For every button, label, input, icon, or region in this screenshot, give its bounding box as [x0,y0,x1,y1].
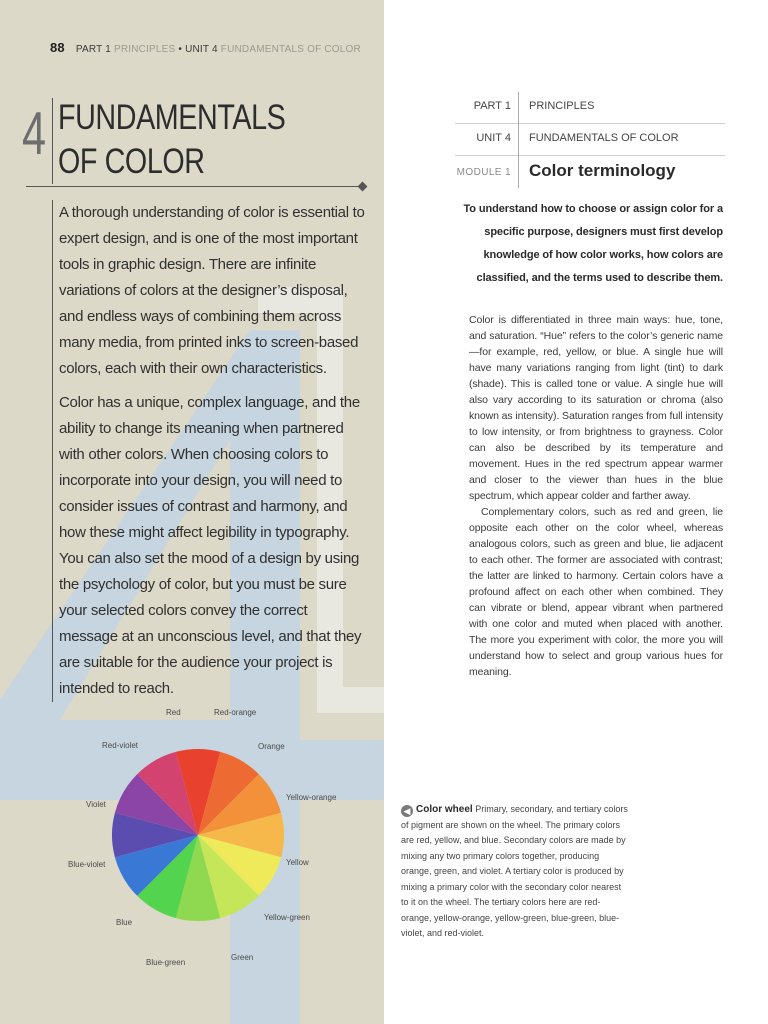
wheel-label-yellow-green: Yellow-green [264,913,310,922]
running-head-part: PART 1 [75,44,111,55]
module-nav-unit-label: UNIT 4 [476,132,511,144]
wheel-label-red-orange: Red-orange [214,708,257,717]
wheel-label-green: Green [231,953,254,962]
body-text [469,312,723,680]
wheel-label-yellow-orange: Yellow-orange [286,793,337,802]
module-nav-part-label: PART 1 [473,100,511,112]
body-paragraph: Complementary colors, such as red and green, lie opposite each other on the color wheel, whereas analogous colors, such as green and blue, lie adjacent to each other. The former are associated with contrast; the latter are linked to harmony. Certain colors have a profound affect on each other when combined. They can vibrate or blend, appear vibrant when partnered with one color and muted when placed with another. The more you experiment with color, the more you will understand how to select and group various hues for meaning. [469,506,723,678]
wheel-label-red: Red [166,708,181,717]
caption-title: Color wheel [416,804,473,815]
chapter-title-line2: OF COLOR [58,142,205,181]
wheel-label-red-violet: Red-violet [102,741,139,750]
module-nav-separator [518,92,519,124]
wheel-label-blue-green: Blue-green [146,958,186,967]
intro-paragraph: Color has a unique, complex language, and the ability to change its meaning when partnered with other colors. When choosing colors to incorporate into your design, you will need to consider issues of contrast and harmony, and how these might affect legibility in typography. You can also set the mood of a design by using the psychology of color, but you must be sure your selected colors convey the correct message at an unconscious level, and that they are suitable for the audience your project is intended to reach. [59,394,362,697]
chapter-number: 4 [22,100,47,167]
chapter-title [58,96,285,184]
wheel-label-violet: Violet [86,800,106,809]
running-head-unit-title: FUNDAMENTALS OF COLOR [220,44,361,55]
running-head-part-title: PRINCIPLES [113,44,176,55]
wheel-label-orange: Orange [258,742,285,751]
chapter-title-line1: FUNDAMENTALS [58,98,286,137]
lede-text: To understand how to choose or assign color for a specific purpose, designers must first develop knowledge of how color works, how colors are classified, and the terms used to describe them. [463,203,723,284]
chapter-divider-vertical [52,98,53,184]
running-head [50,40,361,55]
module-nav-unit-row [455,124,725,156]
intro-paragraph: A thorough understanding of color is essential to expert design, and is one of the most important tools in graphic design. There are infinite variations of colors at the designer’s disposal, and endless ways of combining them across many media, from printed inks to screen-based colors, each with their own characteristics. [59,204,365,377]
module-nav-separator [518,124,519,156]
page-number: 88 [50,40,65,55]
module-nav-part-value: PRINCIPLES [529,100,595,112]
module-nav-part-row [455,92,725,124]
figure-caption [401,802,629,942]
wheel-label-blue-violet: Blue-violet [68,860,106,869]
wheel-label-yellow: Yellow [286,858,309,867]
wheel-label-blue: Blue [116,918,133,927]
running-head-unit: UNIT 4 [185,44,218,55]
caption-text: Primary, secondary, and tertiary colors of pigment are shown on the wheel. The primary colors are red, yellow, and blue. Secondary colors are made by mixing any two primary colors together, producing orange, green, and violet. A tertiary color is produced by mixing a primary color with the secondary color nearest to it on the wheel. The tertiary colors here are red-orange, yellow-orange, yellow-green, blue-green, blue-violet, and red-violet. [401,804,628,938]
color-wheel [0,690,384,990]
module-nav-unit-value: FUNDAMENTALS OF COLOR [529,132,679,144]
color-wheel-figure [0,690,384,990]
running-head-bullet: • [178,44,183,55]
body-paragraph: Color is differentiated in three main ways: hue, tone, and saturation. “Hue” refers to the color’s generic name—for example, red, yellow, or blue. A single hue will have many variations ranging from light (tint) to dark (shade). This is called tone or value. A single hue will also vary according to its saturation or chroma (also known as intensity). Saturation ranges from full intensity to low intensity, or from brightness to grayness. Color can also be described by its temperature and movement. Hues in the red spectrum appear warmer and closer to the viewer than hues in the blue spectrum, which appear colder and farther away. [469,314,723,502]
module-nav-module-title: Color terminology [529,161,676,180]
module-navigation [455,92,725,188]
module-nav-module-row [455,156,725,188]
module-nav-module-label: MODULE 1 [456,167,511,178]
arrow-left-icon: ◀ [401,805,413,817]
chapter-divider-horizontal [26,186,362,187]
module-nav-separator [518,156,519,188]
intro-text [52,200,370,702]
